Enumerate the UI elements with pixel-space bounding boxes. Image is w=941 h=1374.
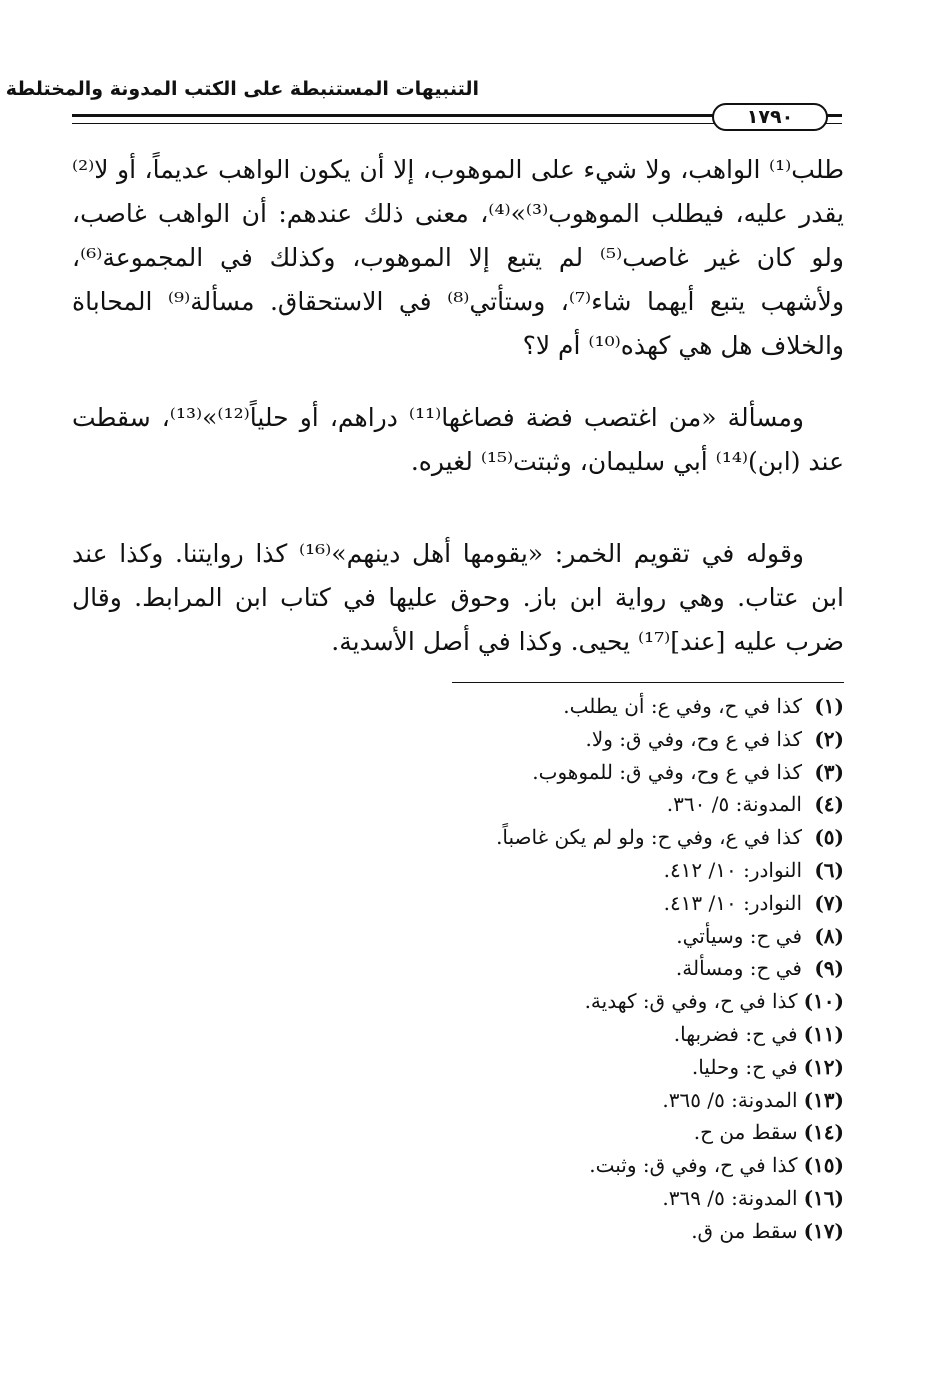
body-paragraph: ومسألة «من اغتصب فضة فصاغها⁽¹¹⁾ دراهم، أو حلياً⁽¹²⁾»⁽¹³⁾، سقطت عند (ابن)⁽¹⁴⁾ أبي سليمان، وثبتت⁽¹⁵⁾ لغيره. xyxy=(72,403,844,476)
footnote-number: (٧) xyxy=(814,890,844,915)
running-header-title: التنبيهات المستنبطة على الكتب المدونة والمختلطة xyxy=(5,78,479,100)
footnote-text: النوادر: ١٠/ ٤١٣. xyxy=(663,890,802,915)
footnote-text: في ح: فضربها. xyxy=(673,1021,798,1046)
footnote-item xyxy=(496,1182,844,1215)
footnote-number: (٦) xyxy=(814,857,844,882)
footnote-item xyxy=(496,920,844,953)
footnote-number: (١٦) xyxy=(803,1185,844,1210)
footnote-item xyxy=(496,1018,844,1051)
footnote-item xyxy=(496,985,844,1018)
footnote-item xyxy=(496,1116,844,1149)
footnote-text: سقط من ق. xyxy=(691,1218,798,1243)
footnote-text: في ح: وسيأتي. xyxy=(676,923,802,948)
footnote-item xyxy=(496,952,844,985)
footnote-text: في ح: وحليا. xyxy=(691,1054,798,1079)
page-number-badge: ١٧٩٠ xyxy=(712,103,828,131)
footnote-item xyxy=(496,1215,844,1248)
footnote-text: المدونة: ٥/ ٣٦٥. xyxy=(662,1087,798,1112)
footnote-item xyxy=(496,1084,844,1117)
footnote-number: (٢) xyxy=(814,726,844,751)
body-paragraph: وقوله في تقويم الخمر: «يقومها أهل دينهم»⁽¹⁶⁾ كذا روايتنا. وكذا عند ابن عتاب. وهي رواية ابن باز. وحوق عليها في كتاب ابن المرابط. وقال ضرب عليه [عند]⁽¹⁷⁾ يحيى. وكذا في أصل الأسدية. xyxy=(72,539,844,656)
footnote-number: (١٠) xyxy=(803,989,844,1014)
footnote-text: كذا في ح، وفي ق: كهدية. xyxy=(584,989,798,1014)
footnote-number: (٤) xyxy=(814,792,844,817)
footnote-number: (٩) xyxy=(814,956,844,981)
footnote-number: (٣) xyxy=(814,759,844,784)
footnote-number: (١٧) xyxy=(803,1218,844,1243)
footnote-separator xyxy=(452,682,844,683)
footnote-text: سقط من ح. xyxy=(693,1120,798,1145)
footnote-text: المدونة: ٥/ ٣٦٩. xyxy=(662,1185,798,1210)
footnote-number: (١) xyxy=(814,694,844,718)
footnote-text: في ح: ومسألة. xyxy=(675,956,802,981)
footnote-number: (١٤) xyxy=(803,1120,844,1145)
footnote-text: كذا في ح، وفي ق: وثبت. xyxy=(589,1153,798,1178)
body-paragraph: طلب⁽¹⁾ الواهب، ولا شيء على الموهوب، إلا أن يكون الواهب عديماً، أو لا⁽²⁾ يقدر عليه، فيطلب الموهوب⁽³⁾»⁽⁴⁾، معنى ذلك عندهم: أن الواهب غاصب، ولو كان غير غاصب⁽⁵⁾ لم يتبع إلا الموهوب، وكذلك في المجموعة⁽⁶⁾، ولأشهب يتبع أيهما شاء⁽⁷⁾، وستأتي⁽⁸⁾ في الاستحقاق. مسألة⁽⁹⁾ المحاباة والخلاف هل هي كهذه⁽¹⁰⁾ أم لا؟ xyxy=(72,155,845,360)
footnote-number: (١٥) xyxy=(803,1153,844,1178)
footnote-number: (١٢) xyxy=(803,1054,844,1079)
footnote-item xyxy=(496,788,844,821)
footnote-text: المدونة: ٥/ ٣٦٠. xyxy=(666,792,802,817)
footnote-text: كذا في ع وح، وفي ق: للموهوب. xyxy=(532,759,802,784)
footnote-item xyxy=(496,887,844,920)
footnote-number: (٥) xyxy=(814,825,844,850)
footnote-number: (٨) xyxy=(814,923,844,948)
footnote-item xyxy=(496,690,844,723)
footnote-text: كذا في ح، وفي ع: أن يطلب. xyxy=(563,694,802,718)
footnote-item xyxy=(496,1051,844,1084)
footnote-number: (١٣) xyxy=(803,1087,844,1112)
footnote-list xyxy=(496,690,844,1248)
footnote-text: كذا في ع، وفي ح: ولو لم يكن غاصباً. xyxy=(496,825,802,850)
footnote-item xyxy=(496,1149,844,1182)
footnote-item xyxy=(496,854,844,887)
footnote-item xyxy=(496,821,844,854)
footnote-number: (١١) xyxy=(803,1021,844,1046)
footnote-item xyxy=(496,756,844,789)
footnote-item xyxy=(496,723,844,756)
footnote-text: كذا في ع وح، وفي ق: ولا. xyxy=(585,726,802,751)
footnote-text: النوادر: ١٠/ ٤١٢. xyxy=(663,857,802,882)
